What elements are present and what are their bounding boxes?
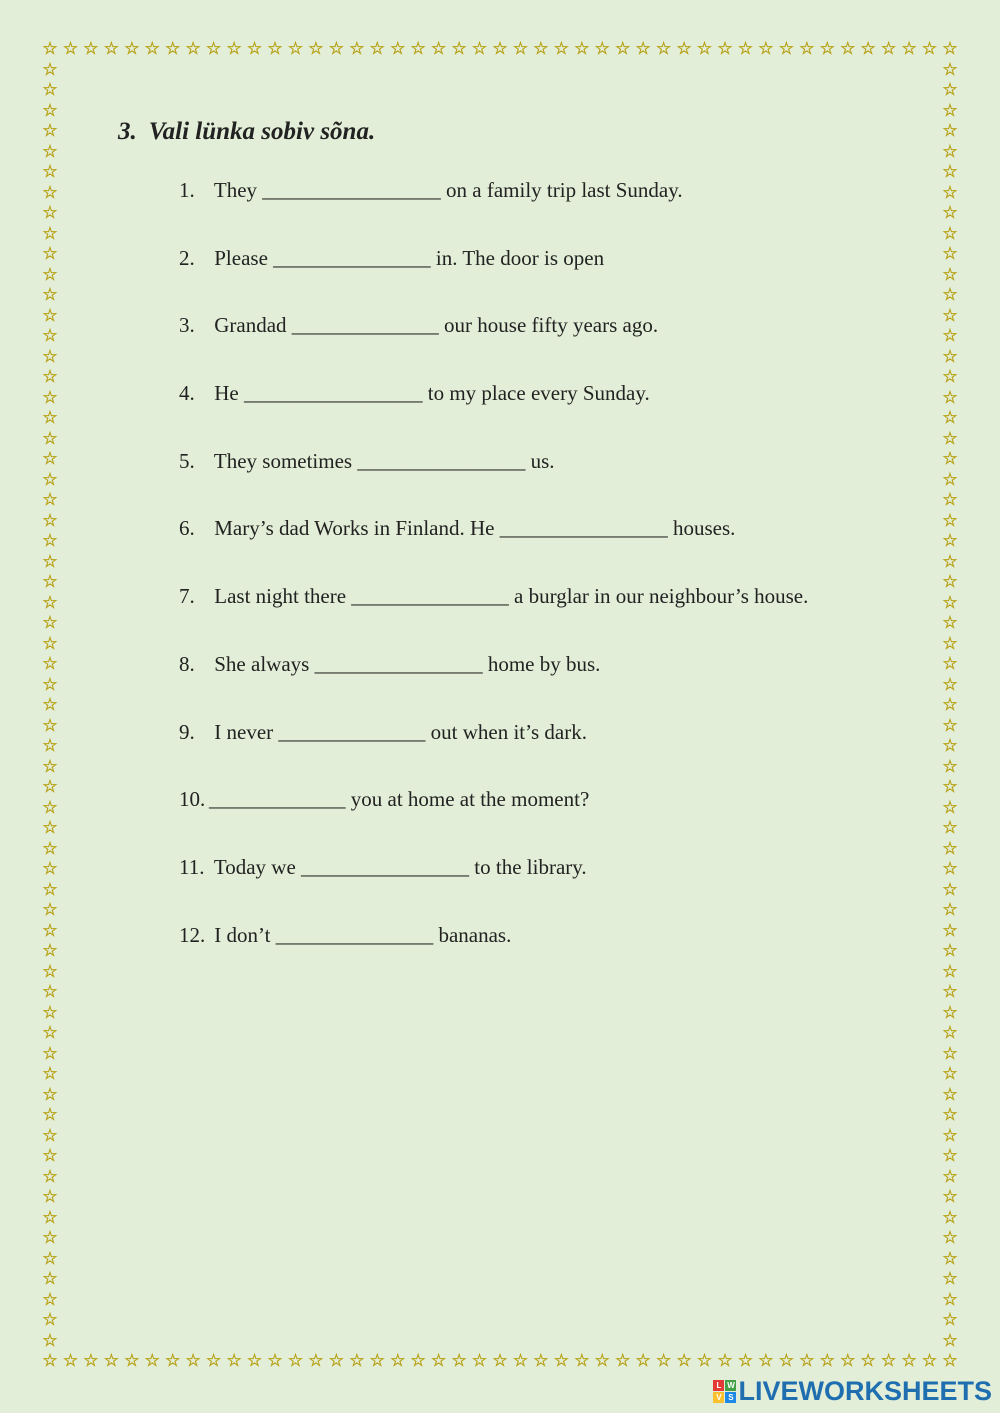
star-icon: ☆ (42, 1187, 58, 1206)
star-icon: ☆ (737, 1351, 754, 1370)
star-icon: ☆ (206, 39, 222, 58)
star-icon: ☆ (42, 1351, 58, 1370)
star-icon: ☆ (819, 1351, 835, 1370)
star-icon: ☆ (553, 39, 569, 58)
star-icon: ☆ (42, 859, 58, 878)
star-icon: ☆ (349, 1351, 365, 1370)
star-icon: ☆ (942, 879, 958, 899)
star-icon: ☆ (942, 1248, 958, 1268)
star-icon: ☆ (942, 797, 958, 817)
star-icon: ☆ (42, 59, 58, 79)
star-icon: ☆ (42, 469, 58, 489)
star-icon: ☆ (942, 654, 958, 673)
star-icon: ☆ (656, 1351, 672, 1370)
star-icon: ☆ (390, 1351, 406, 1370)
star-icon: ☆ (942, 1043, 958, 1063)
question-text: She always ________________ home by bus. (214, 651, 601, 676)
star-icon: ☆ (42, 695, 58, 714)
star-icon: ☆ (42, 510, 58, 530)
star-icon: ☆ (942, 1330, 958, 1350)
question-text: I don’t _______________ bananas. (214, 922, 512, 947)
star-icon: ☆ (42, 449, 58, 468)
star-icon: ☆ (942, 1084, 958, 1104)
star-icon: ☆ (42, 613, 58, 632)
star-icon: ☆ (471, 1351, 488, 1370)
star-icon: ☆ (410, 39, 426, 58)
star-icon: ☆ (942, 223, 958, 243)
star-icon: ☆ (246, 1351, 263, 1370)
star-icon: ☆ (942, 551, 958, 571)
question-number: 6. (179, 516, 195, 541)
star-icon: ☆ (942, 756, 958, 776)
question-item (179, 648, 808, 716)
star-icon: ☆ (42, 1310, 58, 1329)
star-icon: ☆ (512, 39, 529, 58)
star-icon: ☆ (42, 982, 58, 1001)
star-icon: ☆ (717, 39, 733, 58)
star-icon: ☆ (42, 1269, 58, 1288)
star-icon: ☆ (758, 1351, 774, 1370)
star-icon: ☆ (942, 121, 958, 140)
star-icon: ☆ (942, 982, 958, 1001)
star-icon: ☆ (42, 1043, 58, 1063)
star-icon: ☆ (165, 39, 181, 58)
star-icon: ☆ (42, 1248, 58, 1268)
exercise-instruction: Vali lünka sobiv sõna. (148, 118, 376, 145)
star-icon: ☆ (451, 39, 467, 58)
star-icon: ☆ (942, 838, 958, 858)
star-icon: ☆ (42, 387, 58, 407)
liveworksheets-logo[interactable] (713, 1376, 992, 1407)
star-icon: ☆ (42, 203, 58, 222)
star-icon: ☆ (42, 715, 58, 735)
question-number: 9. (179, 719, 195, 744)
star-icon: ☆ (42, 162, 58, 181)
star-icon: ☆ (942, 100, 958, 120)
star-icon: ☆ (431, 1351, 447, 1370)
question-number: 4. (179, 381, 195, 406)
star-icon: ☆ (942, 1310, 958, 1329)
star-icon: ☆ (42, 736, 58, 755)
question-number: 2. (179, 245, 195, 270)
star-icon: ☆ (42, 879, 58, 899)
star-icon: ☆ (42, 428, 58, 448)
star-icon: ☆ (840, 1351, 856, 1370)
star-icon: ☆ (942, 900, 958, 919)
question-number: 11. (179, 854, 205, 879)
star-icon: ☆ (42, 1207, 58, 1227)
question-item (179, 851, 808, 919)
question-number: 5. (179, 448, 195, 473)
star-icon: ☆ (942, 1105, 958, 1124)
star-icon: ☆ (42, 756, 58, 776)
star-icon: ☆ (144, 1351, 160, 1370)
star-icon: ☆ (778, 39, 794, 58)
question-item (179, 242, 808, 310)
star-icon: ☆ (42, 346, 58, 366)
star-icon: ☆ (42, 326, 58, 345)
question-item (179, 580, 808, 648)
star-icon: ☆ (62, 1351, 79, 1370)
star-icon: ☆ (942, 264, 958, 284)
star-icon: ☆ (42, 1146, 58, 1165)
star-icon: ☆ (676, 39, 692, 58)
star-icon: ☆ (942, 141, 958, 161)
logo-mark-cell: W (727, 1381, 735, 1390)
star-icon: ☆ (42, 39, 58, 58)
question-item (179, 174, 808, 242)
star-icon: ☆ (942, 1166, 958, 1186)
star-icon: ☆ (328, 1351, 344, 1370)
star-icon: ☆ (921, 1351, 938, 1370)
star-icon: ☆ (226, 39, 242, 58)
star-icon: ☆ (942, 1064, 958, 1083)
star-icon: ☆ (42, 654, 58, 673)
star-icon: ☆ (799, 39, 815, 58)
star-icon: ☆ (942, 1023, 958, 1042)
star-icon: ☆ (42, 305, 58, 325)
question-text: I never ______________ out when it’s dark. (214, 719, 587, 744)
star-icon: ☆ (942, 244, 958, 263)
star-icon: ☆ (594, 1351, 610, 1370)
star-icon: ☆ (492, 1351, 508, 1370)
star-icon: ☆ (942, 777, 958, 796)
star-icon: ☆ (942, 182, 958, 202)
star-icon: ☆ (758, 39, 774, 58)
star-icon: ☆ (42, 367, 58, 386)
star-icon: ☆ (42, 777, 58, 796)
logo-mark-cell: V (713, 1392, 724, 1403)
star-icon: ☆ (124, 39, 140, 58)
question-text: Last night there _______________ a burglar in our neighbour’s house. (214, 584, 809, 609)
question-item (179, 919, 808, 987)
star-icon: ☆ (42, 1289, 58, 1309)
star-icon: ☆ (942, 1125, 958, 1145)
star-icon: ☆ (942, 162, 958, 181)
star-icon: ☆ (328, 39, 344, 58)
question-item (179, 783, 808, 851)
question-text: They sometimes ________________ us. (213, 448, 555, 473)
question-list (179, 174, 808, 986)
star-icon: ☆ (42, 1002, 58, 1022)
star-icon: ☆ (942, 941, 958, 960)
star-icon: ☆ (942, 1228, 958, 1247)
star-icon: ☆ (881, 39, 897, 58)
star-icon: ☆ (42, 1064, 58, 1083)
star-icon: ☆ (942, 1207, 958, 1227)
star-icon: ☆ (62, 39, 79, 58)
star-icon: ☆ (942, 572, 958, 591)
star-icon: ☆ (942, 1269, 958, 1288)
star-icon: ☆ (42, 551, 58, 571)
star-icon: ☆ (921, 39, 938, 58)
star-icon: ☆ (696, 1351, 713, 1370)
star-icon: ☆ (42, 223, 58, 243)
question-text: Please _______________ in. The door is open (214, 245, 605, 270)
question-number: 3. (179, 313, 195, 338)
question-number: 1. (179, 178, 195, 202)
star-icon: ☆ (246, 39, 263, 58)
star-icon: ☆ (942, 961, 958, 981)
star-icon: ☆ (287, 1351, 304, 1370)
star-icon: ☆ (942, 203, 958, 222)
star-icon: ☆ (942, 818, 958, 837)
star-icon: ☆ (574, 1351, 590, 1370)
star-icon: ☆ (942, 387, 958, 407)
star-icon: ☆ (717, 1351, 733, 1370)
star-icon: ☆ (42, 121, 58, 140)
question-number: 12. (179, 922, 206, 947)
question-text: _____________ you at home at the moment? (209, 787, 590, 812)
star-icon: ☆ (287, 39, 304, 58)
star-icon: ☆ (553, 1351, 569, 1370)
star-icon: ☆ (42, 1228, 58, 1247)
question-text: Today we ________________ to the library. (213, 854, 587, 879)
star-icon: ☆ (942, 859, 958, 878)
question-item (179, 512, 808, 580)
star-icon: ☆ (42, 633, 58, 653)
star-icon: ☆ (942, 367, 958, 386)
star-icon: ☆ (42, 264, 58, 284)
star-icon: ☆ (42, 531, 58, 550)
star-icon: ☆ (533, 1351, 549, 1370)
star-icon: ☆ (942, 1002, 958, 1022)
star-icon: ☆ (840, 39, 856, 58)
star-icon: ☆ (615, 39, 631, 58)
question-item (179, 716, 808, 784)
star-icon: ☆ (83, 1351, 99, 1370)
star-icon: ☆ (42, 1105, 58, 1124)
star-icon: ☆ (942, 736, 958, 755)
logo-mark-cell: L (713, 1380, 724, 1391)
star-icon: ☆ (942, 469, 958, 489)
star-icon: ☆ (942, 1187, 958, 1206)
star-icon: ☆ (819, 39, 835, 58)
star-icon: ☆ (185, 39, 201, 58)
star-icon: ☆ (574, 39, 590, 58)
star-icon: ☆ (42, 1084, 58, 1104)
star-icon: ☆ (451, 1351, 467, 1370)
star-icon: ☆ (492, 39, 508, 58)
star-icon: ☆ (635, 1351, 651, 1370)
star-icon: ☆ (165, 1351, 181, 1370)
star-icon: ☆ (942, 592, 958, 612)
star-icon: ☆ (471, 39, 488, 58)
star-icon: ☆ (42, 1023, 58, 1042)
star-icon: ☆ (942, 1351, 958, 1370)
star-icon: ☆ (42, 244, 58, 263)
star-icon: ☆ (942, 305, 958, 325)
star-icon: ☆ (942, 510, 958, 530)
star-icon: ☆ (42, 490, 58, 509)
star-icon: ☆ (185, 1351, 201, 1370)
star-icon: ☆ (942, 920, 958, 940)
star-icon: ☆ (42, 1330, 58, 1350)
star-icon: ☆ (42, 100, 58, 120)
star-icon: ☆ (615, 1351, 631, 1370)
star-icon: ☆ (942, 715, 958, 735)
star-icon: ☆ (42, 1166, 58, 1186)
star-icon: ☆ (42, 838, 58, 858)
star-icon: ☆ (942, 613, 958, 632)
star-icon: ☆ (942, 326, 958, 345)
star-icon: ☆ (942, 1289, 958, 1309)
star-icon: ☆ (676, 1351, 692, 1370)
star-icon: ☆ (42, 818, 58, 837)
star-icon: ☆ (390, 39, 406, 58)
star-icon: ☆ (124, 1351, 140, 1370)
question-item (179, 445, 808, 513)
star-icon: ☆ (635, 39, 651, 58)
star-icon: ☆ (144, 39, 160, 58)
star-icon: ☆ (267, 1351, 283, 1370)
star-icon: ☆ (942, 695, 958, 714)
star-icon: ☆ (308, 1351, 324, 1370)
star-icon: ☆ (42, 941, 58, 960)
star-icon: ☆ (942, 490, 958, 509)
question-number: 7. (179, 584, 195, 609)
star-icon: ☆ (942, 428, 958, 448)
star-icon: ☆ (42, 674, 58, 694)
star-icon: ☆ (103, 1351, 119, 1370)
star-icon: ☆ (206, 1351, 222, 1370)
star-icon: ☆ (656, 39, 672, 58)
star-icon: ☆ (42, 141, 58, 161)
star-icon: ☆ (410, 1351, 426, 1370)
star-icon: ☆ (942, 531, 958, 550)
star-icon: ☆ (594, 39, 610, 58)
star-icon: ☆ (369, 1351, 385, 1370)
star-icon: ☆ (942, 449, 958, 468)
star-icon: ☆ (696, 39, 713, 58)
question-number: 8. (179, 651, 195, 676)
star-icon: ☆ (308, 39, 324, 58)
star-icon: ☆ (42, 961, 58, 981)
star-icon: ☆ (42, 1125, 58, 1145)
star-icon: ☆ (942, 59, 958, 79)
star-icon: ☆ (860, 1351, 876, 1370)
star-icon: ☆ (737, 39, 754, 58)
exercise-heading (118, 118, 375, 146)
star-icon: ☆ (42, 797, 58, 817)
star-icon: ☆ (799, 1351, 815, 1370)
star-icon: ☆ (103, 39, 119, 58)
star-icon: ☆ (778, 1351, 794, 1370)
star-icon: ☆ (942, 346, 958, 366)
star-icon: ☆ (942, 633, 958, 653)
star-icon: ☆ (431, 39, 447, 58)
star-icon: ☆ (942, 39, 958, 58)
star-icon: ☆ (942, 80, 958, 99)
star-icon: ☆ (349, 39, 365, 58)
star-icon: ☆ (533, 39, 549, 58)
star-icon: ☆ (901, 39, 917, 58)
logo-text: LIVEWORKSHEETS (738, 1376, 992, 1406)
star-icon: ☆ (860, 39, 876, 58)
logo-mark-icon (713, 1380, 736, 1403)
star-icon: ☆ (42, 900, 58, 919)
star-icon: ☆ (942, 408, 958, 427)
logo-mark-cell: S (725, 1392, 736, 1403)
exercise-number: 3. (118, 118, 137, 145)
star-icon: ☆ (267, 39, 283, 58)
question-text: Grandad ______________ our house fifty years ago. (214, 313, 659, 338)
star-icon: ☆ (42, 182, 58, 202)
question-text: Mary’s dad Works in Finland. He ________________ houses. (214, 516, 736, 541)
star-icon: ☆ (42, 920, 58, 940)
star-icon: ☆ (369, 39, 385, 58)
star-icon: ☆ (942, 285, 958, 304)
question-number: 10. (179, 787, 206, 812)
question-text: They _________________ on a family trip last Sunday. (213, 178, 683, 202)
star-icon: ☆ (42, 572, 58, 591)
star-icon: ☆ (512, 1351, 529, 1370)
star-icon: ☆ (42, 408, 58, 427)
star-icon: ☆ (901, 1351, 917, 1370)
star-icon: ☆ (83, 39, 99, 58)
star-icon: ☆ (42, 592, 58, 612)
star-icon: ☆ (42, 285, 58, 304)
star-icon: ☆ (942, 674, 958, 694)
star-icon: ☆ (226, 1351, 242, 1370)
question-text: He _________________ to my place every Sunday. (214, 381, 650, 406)
star-icon: ☆ (942, 1146, 958, 1165)
star-icon: ☆ (881, 1351, 897, 1370)
question-item (179, 377, 808, 445)
question-item (179, 309, 808, 377)
star-icon: ☆ (42, 80, 58, 99)
